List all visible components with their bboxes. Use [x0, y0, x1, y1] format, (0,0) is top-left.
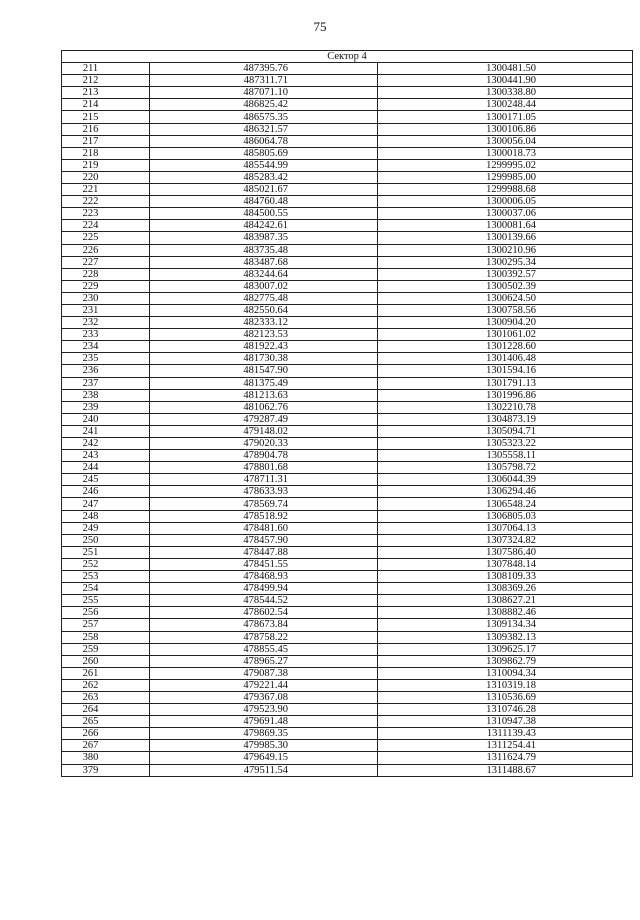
x-coordinate-cell: 483987.35 — [150, 232, 378, 244]
y-coordinate-cell: 1299995.02 — [378, 159, 633, 171]
y-coordinate-cell: 1300481.50 — [378, 63, 633, 75]
sector-title: Сектор 4 — [62, 51, 633, 63]
y-coordinate-cell: 1301406.48 — [378, 353, 633, 365]
y-coordinate-cell: 1300248.44 — [378, 99, 633, 111]
table-row — [62, 498, 633, 510]
point-number-cell: 236 — [62, 365, 150, 377]
point-number-cell: 217 — [62, 135, 150, 147]
x-coordinate-cell: 483735.48 — [150, 244, 378, 256]
y-coordinate-cell: 1300006.05 — [378, 196, 633, 208]
point-number-cell: 223 — [62, 208, 150, 220]
x-coordinate-cell: 481730.38 — [150, 353, 378, 365]
point-number-cell: 257 — [62, 619, 150, 631]
table-row — [62, 244, 633, 256]
table-row — [62, 304, 633, 316]
point-number-cell: 260 — [62, 655, 150, 667]
point-number-cell: 237 — [62, 377, 150, 389]
point-number-cell: 214 — [62, 99, 150, 111]
table-row — [62, 389, 633, 401]
y-coordinate-cell: 1311488.67 — [378, 764, 633, 776]
x-coordinate-cell: 478544.52 — [150, 595, 378, 607]
x-coordinate-cell: 481547.90 — [150, 365, 378, 377]
x-coordinate-cell: 483487.68 — [150, 256, 378, 268]
table-row — [62, 558, 633, 570]
y-coordinate-cell: 1300758.56 — [378, 304, 633, 316]
y-coordinate-cell: 1310947.38 — [378, 716, 633, 728]
table-row — [62, 510, 633, 522]
table-row — [62, 522, 633, 534]
x-coordinate-cell: 478468.93 — [150, 571, 378, 583]
y-coordinate-cell: 1309382.13 — [378, 631, 633, 643]
y-coordinate-cell: 1310746.28 — [378, 704, 633, 716]
x-coordinate-cell: 485544.99 — [150, 159, 378, 171]
table-row — [62, 353, 633, 365]
x-coordinate-cell: 479221.44 — [150, 679, 378, 691]
point-number-cell: 222 — [62, 196, 150, 208]
y-coordinate-cell: 1300106.86 — [378, 123, 633, 135]
point-number-cell: 264 — [62, 704, 150, 716]
y-coordinate-cell: 1306548.24 — [378, 498, 633, 510]
x-coordinate-cell: 486575.35 — [150, 111, 378, 123]
x-coordinate-cell: 478855.45 — [150, 643, 378, 655]
table-row — [62, 365, 633, 377]
x-coordinate-cell: 479087.38 — [150, 667, 378, 679]
x-coordinate-cell: 478633.93 — [150, 486, 378, 498]
table-row — [62, 99, 633, 111]
table-row — [62, 413, 633, 425]
point-number-cell: 265 — [62, 716, 150, 728]
table-row — [62, 716, 633, 728]
point-number-cell: 226 — [62, 244, 150, 256]
point-number-cell: 233 — [62, 329, 150, 341]
x-coordinate-cell: 479869.35 — [150, 728, 378, 740]
point-number-cell: 259 — [62, 643, 150, 655]
table-row — [62, 704, 633, 716]
table-row — [62, 728, 633, 740]
point-number-cell: 252 — [62, 558, 150, 570]
x-coordinate-cell: 478965.27 — [150, 655, 378, 667]
x-coordinate-cell: 479020.33 — [150, 438, 378, 450]
table-row — [62, 341, 633, 353]
y-coordinate-cell: 1310319.18 — [378, 679, 633, 691]
x-coordinate-cell: 486064.78 — [150, 135, 378, 147]
y-coordinate-cell: 1308369.26 — [378, 583, 633, 595]
point-number-cell: 380 — [62, 752, 150, 764]
table-row — [62, 631, 633, 643]
y-coordinate-cell: 1299988.68 — [378, 184, 633, 196]
y-coordinate-cell: 1300081.64 — [378, 220, 633, 232]
y-coordinate-cell: 1305094.71 — [378, 425, 633, 437]
point-number-cell: 224 — [62, 220, 150, 232]
table-row — [62, 534, 633, 546]
y-coordinate-cell: 1300338.80 — [378, 87, 633, 99]
table-row — [62, 691, 633, 703]
y-coordinate-cell: 1308882.46 — [378, 607, 633, 619]
y-coordinate-cell: 1310094.34 — [378, 667, 633, 679]
table-row — [62, 377, 633, 389]
point-number-cell: 253 — [62, 571, 150, 583]
point-number-cell: 249 — [62, 522, 150, 534]
table-row — [62, 220, 633, 232]
x-coordinate-cell: 485805.69 — [150, 147, 378, 159]
point-number-cell: 262 — [62, 679, 150, 691]
x-coordinate-cell: 485021.67 — [150, 184, 378, 196]
x-coordinate-cell: 487311.71 — [150, 75, 378, 87]
x-coordinate-cell: 481922.43 — [150, 341, 378, 353]
table-row — [62, 450, 633, 462]
y-coordinate-cell: 1300210.96 — [378, 244, 633, 256]
point-number-cell: 227 — [62, 256, 150, 268]
point-number-cell: 244 — [62, 462, 150, 474]
table-row — [62, 63, 633, 75]
x-coordinate-cell: 486321.57 — [150, 123, 378, 135]
table-row — [62, 655, 633, 667]
x-coordinate-cell: 487395.76 — [150, 63, 378, 75]
y-coordinate-cell: 1308627.21 — [378, 595, 633, 607]
x-coordinate-cell: 487071.10 — [150, 87, 378, 99]
x-coordinate-cell: 478457.90 — [150, 534, 378, 546]
x-coordinate-cell: 478801.68 — [150, 462, 378, 474]
y-coordinate-cell: 1300056.04 — [378, 135, 633, 147]
y-coordinate-cell: 1307586.40 — [378, 546, 633, 558]
table-row — [62, 268, 633, 280]
y-coordinate-cell: 1304873.19 — [378, 413, 633, 425]
point-number-cell: 248 — [62, 510, 150, 522]
x-coordinate-cell: 486825.42 — [150, 99, 378, 111]
point-number-cell: 263 — [62, 691, 150, 703]
x-coordinate-cell: 478481.60 — [150, 522, 378, 534]
table-row — [62, 595, 633, 607]
point-number-cell: 225 — [62, 232, 150, 244]
y-coordinate-cell: 1311139.43 — [378, 728, 633, 740]
point-number-cell: 247 — [62, 498, 150, 510]
table-row — [62, 752, 633, 764]
y-coordinate-cell: 1300171.05 — [378, 111, 633, 123]
point-number-cell: 241 — [62, 425, 150, 437]
table-row — [62, 546, 633, 558]
table-row — [62, 643, 633, 655]
point-number-cell: 266 — [62, 728, 150, 740]
point-number-cell: 261 — [62, 667, 150, 679]
table-row — [62, 280, 633, 292]
point-number-cell: 235 — [62, 353, 150, 365]
x-coordinate-cell: 478904.78 — [150, 450, 378, 462]
point-number-cell: 250 — [62, 534, 150, 546]
page-number: 75 — [313, 19, 327, 34]
point-number-cell: 243 — [62, 450, 150, 462]
y-coordinate-cell: 1300624.50 — [378, 292, 633, 304]
point-number-cell: 229 — [62, 280, 150, 292]
table-row — [62, 329, 633, 341]
table-row — [62, 486, 633, 498]
point-number-cell: 216 — [62, 123, 150, 135]
table-row — [62, 401, 633, 413]
point-number-cell: 220 — [62, 171, 150, 183]
point-number-cell: 256 — [62, 607, 150, 619]
x-coordinate-cell: 484760.48 — [150, 196, 378, 208]
y-coordinate-cell: 1307064.13 — [378, 522, 633, 534]
point-number-cell: 240 — [62, 413, 150, 425]
point-number-cell: 232 — [62, 317, 150, 329]
y-coordinate-cell: 1302210.78 — [378, 401, 633, 413]
table-row — [62, 583, 633, 595]
table-row — [62, 571, 633, 583]
x-coordinate-cell: 478602.54 — [150, 607, 378, 619]
table-row — [62, 667, 633, 679]
point-number-cell: 258 — [62, 631, 150, 643]
y-coordinate-cell: 1310536.69 — [378, 691, 633, 703]
x-coordinate-cell: 484242.61 — [150, 220, 378, 232]
y-coordinate-cell: 1300295.34 — [378, 256, 633, 268]
table-row — [62, 317, 633, 329]
table-row — [62, 425, 633, 437]
table-row — [62, 474, 633, 486]
y-coordinate-cell: 1309134.34 — [378, 619, 633, 631]
y-coordinate-cell: 1300502.39 — [378, 280, 633, 292]
y-coordinate-cell: 1300904.20 — [378, 317, 633, 329]
y-coordinate-cell: 1301791.13 — [378, 377, 633, 389]
x-coordinate-cell: 481062.76 — [150, 401, 378, 413]
point-number-cell: 231 — [62, 304, 150, 316]
x-coordinate-cell: 478673.84 — [150, 619, 378, 631]
x-coordinate-cell: 479523.90 — [150, 704, 378, 716]
table-row — [62, 111, 633, 123]
y-coordinate-cell: 1306294.46 — [378, 486, 633, 498]
x-coordinate-cell: 484500.55 — [150, 208, 378, 220]
y-coordinate-cell: 1301996.86 — [378, 389, 633, 401]
table-row — [62, 619, 633, 631]
table-row — [62, 438, 633, 450]
x-coordinate-cell: 481375.49 — [150, 377, 378, 389]
y-coordinate-cell: 1305323.22 — [378, 438, 633, 450]
table-row — [62, 184, 633, 196]
coordinates-table-body — [62, 63, 633, 777]
table-row — [62, 292, 633, 304]
y-coordinate-cell: 1311254.41 — [378, 740, 633, 752]
point-number-cell: 245 — [62, 474, 150, 486]
x-coordinate-cell: 478499.94 — [150, 583, 378, 595]
point-number-cell: 251 — [62, 546, 150, 558]
table-row — [62, 196, 633, 208]
x-coordinate-cell: 479148.02 — [150, 425, 378, 437]
x-coordinate-cell: 478569.74 — [150, 498, 378, 510]
point-number-cell: 255 — [62, 595, 150, 607]
y-coordinate-cell: 1300037.06 — [378, 208, 633, 220]
x-coordinate-cell: 478518.92 — [150, 510, 378, 522]
x-coordinate-cell: 478758.22 — [150, 631, 378, 643]
table-row — [62, 256, 633, 268]
table-row — [62, 208, 633, 220]
y-coordinate-cell: 1301594.16 — [378, 365, 633, 377]
y-coordinate-cell: 1300139.66 — [378, 232, 633, 244]
x-coordinate-cell: 479649.15 — [150, 752, 378, 764]
x-coordinate-cell: 478447.88 — [150, 546, 378, 558]
x-coordinate-cell: 481213.63 — [150, 389, 378, 401]
table-row — [62, 679, 633, 691]
point-number-cell: 238 — [62, 389, 150, 401]
x-coordinate-cell: 479287.49 — [150, 413, 378, 425]
table-row — [62, 123, 633, 135]
x-coordinate-cell: 479691.48 — [150, 716, 378, 728]
x-coordinate-cell: 478711.31 — [150, 474, 378, 486]
table-row — [62, 232, 633, 244]
table-row — [62, 764, 633, 776]
y-coordinate-cell: 1307324.82 — [378, 534, 633, 546]
table-row — [62, 171, 633, 183]
point-number-cell: 239 — [62, 401, 150, 413]
y-coordinate-cell: 1309625.17 — [378, 643, 633, 655]
x-coordinate-cell: 479367.08 — [150, 691, 378, 703]
x-coordinate-cell: 482333.12 — [150, 317, 378, 329]
y-coordinate-cell: 1309862.79 — [378, 655, 633, 667]
x-coordinate-cell: 479511.54 — [150, 764, 378, 776]
y-coordinate-cell: 1306805.03 — [378, 510, 633, 522]
x-coordinate-cell: 483244.64 — [150, 268, 378, 280]
y-coordinate-cell: 1299985.00 — [378, 171, 633, 183]
y-coordinate-cell: 1307848.14 — [378, 558, 633, 570]
table-row — [62, 159, 633, 171]
y-coordinate-cell: 1300392.57 — [378, 268, 633, 280]
point-number-cell: 211 — [62, 63, 150, 75]
table-row — [62, 135, 633, 147]
point-number-cell: 213 — [62, 87, 150, 99]
x-coordinate-cell: 479985.30 — [150, 740, 378, 752]
sector-header-row — [62, 51, 633, 63]
y-coordinate-cell: 1308109.33 — [378, 571, 633, 583]
x-coordinate-cell: 482123.53 — [150, 329, 378, 341]
point-number-cell: 219 — [62, 159, 150, 171]
table-row — [62, 607, 633, 619]
table-row — [62, 147, 633, 159]
y-coordinate-cell: 1300018.73 — [378, 147, 633, 159]
x-coordinate-cell: 482550.64 — [150, 304, 378, 316]
table-row — [62, 740, 633, 752]
table-row — [62, 462, 633, 474]
x-coordinate-cell: 478451.55 — [150, 558, 378, 570]
x-coordinate-cell: 482775.48 — [150, 292, 378, 304]
y-coordinate-cell: 1306044.39 — [378, 474, 633, 486]
y-coordinate-cell: 1301228.60 — [378, 341, 633, 353]
y-coordinate-cell: 1300441.90 — [378, 75, 633, 87]
table-row — [62, 87, 633, 99]
point-number-cell: 228 — [62, 268, 150, 280]
point-number-cell: 218 — [62, 147, 150, 159]
point-number-cell: 221 — [62, 184, 150, 196]
point-number-cell: 379 — [62, 764, 150, 776]
point-number-cell: 254 — [62, 583, 150, 595]
coordinates-table — [61, 50, 633, 777]
x-coordinate-cell: 485283.42 — [150, 171, 378, 183]
point-number-cell: 246 — [62, 486, 150, 498]
point-number-cell: 267 — [62, 740, 150, 752]
table-row — [62, 75, 633, 87]
y-coordinate-cell: 1301061.02 — [378, 329, 633, 341]
point-number-cell: 242 — [62, 438, 150, 450]
y-coordinate-cell: 1305798.72 — [378, 462, 633, 474]
point-number-cell: 212 — [62, 75, 150, 87]
point-number-cell: 215 — [62, 111, 150, 123]
y-coordinate-cell: 1311624.79 — [378, 752, 633, 764]
x-coordinate-cell: 483007.02 — [150, 280, 378, 292]
point-number-cell: 234 — [62, 341, 150, 353]
y-coordinate-cell: 1305558.11 — [378, 450, 633, 462]
point-number-cell: 230 — [62, 292, 150, 304]
